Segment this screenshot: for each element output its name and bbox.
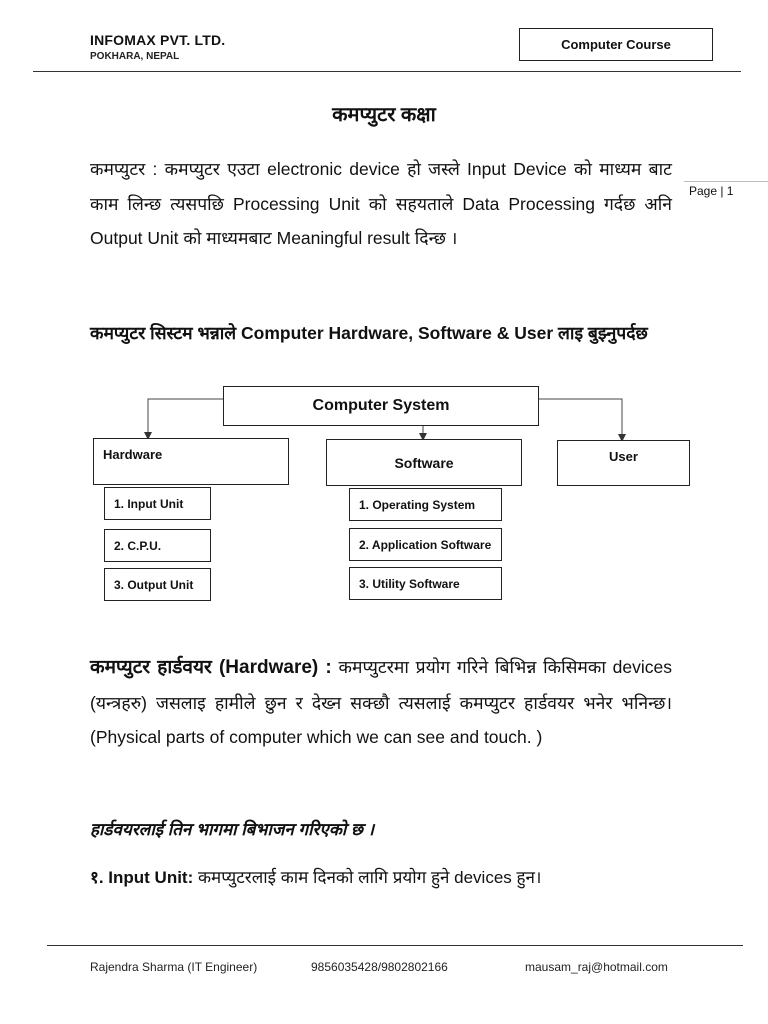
- page-label-divider: [684, 181, 768, 182]
- intro-paragraph: कमप्युटर : कमप्युटर एउटा electronic device हो जस्ले Input Device को माध्यम बाट काम लिन्छ त्यसपछि Processing Unit को सहयताले Data Processing गर्दछ अनि Output Unit को माध्यमबाट Meaningful result दिन्छ ।: [90, 159, 672, 248]
- software-item-operating-system: 1. Operating System: [349, 488, 502, 521]
- input-unit-lead: १. Input Unit:: [90, 868, 194, 887]
- company-name: INFOMAX PVT. LTD.: [90, 32, 226, 48]
- software-item-utility-software: 3. Utility Software: [349, 567, 502, 600]
- hardware-box: Hardware: [93, 438, 289, 485]
- arrow-to-hardware: [148, 399, 223, 436]
- header-divider: [33, 71, 741, 72]
- software-item-application-software: 2. Application Software: [349, 528, 502, 561]
- hardware-body: कमप्युटरमा प्रयोग गरिने बिभिन्न किसिमका devices (यन्त्रहरु) जसलाइ हामीले छुन र देख्न सक्छौ त्यसलाई कमप्युटर हार्डवयर भनेर भनिन्छ। (Physical parts of computer which we can see and touch. ): [90, 657, 672, 747]
- software-box: Software: [326, 439, 522, 486]
- hardware-item-input-unit: 1. Input Unit: [104, 487, 211, 520]
- computer-system-heading: कमप्युटर सिस्टम भन्नाले Computer Hardware, Software & User लाइ बुझ्नुपर्दछ: [90, 323, 648, 343]
- user-box: User: [557, 440, 690, 486]
- hardware-division-note: हार्डवयरलाई तिन भागमा बिभाजन गरिएको छ ।: [90, 820, 375, 839]
- input-unit-body: कमप्युटरलाई काम दिनको लागि प्रयोग हुने devices हुन।: [193, 868, 542, 887]
- page-title: कमप्युटर कक्षा: [332, 104, 436, 126]
- hardware-lead: कमप्युटर हार्डवयर (Hardware) :: [90, 657, 332, 678]
- footer-email: mausam_raj@hotmail.com: [525, 960, 668, 974]
- course-label-box: Computer Course: [519, 28, 713, 61]
- hardware-item-output-unit: 3. Output Unit: [104, 568, 211, 601]
- hardware-item-cpu: 2. C.P.U.: [104, 529, 211, 562]
- footer-author: Rajendra Sharma (IT Engineer): [90, 960, 258, 974]
- input-unit-line: [90, 865, 541, 888]
- footer-divider: [47, 945, 743, 946]
- company-location: POKHARA, NEPAL: [90, 51, 180, 62]
- hardware-paragraph: [90, 650, 672, 755]
- arrow-to-user: [539, 399, 622, 438]
- footer-phone: 9856035428/9802802166: [311, 960, 448, 974]
- page-number: Page | 1: [689, 184, 734, 198]
- computer-system-box: Computer System: [223, 386, 539, 426]
